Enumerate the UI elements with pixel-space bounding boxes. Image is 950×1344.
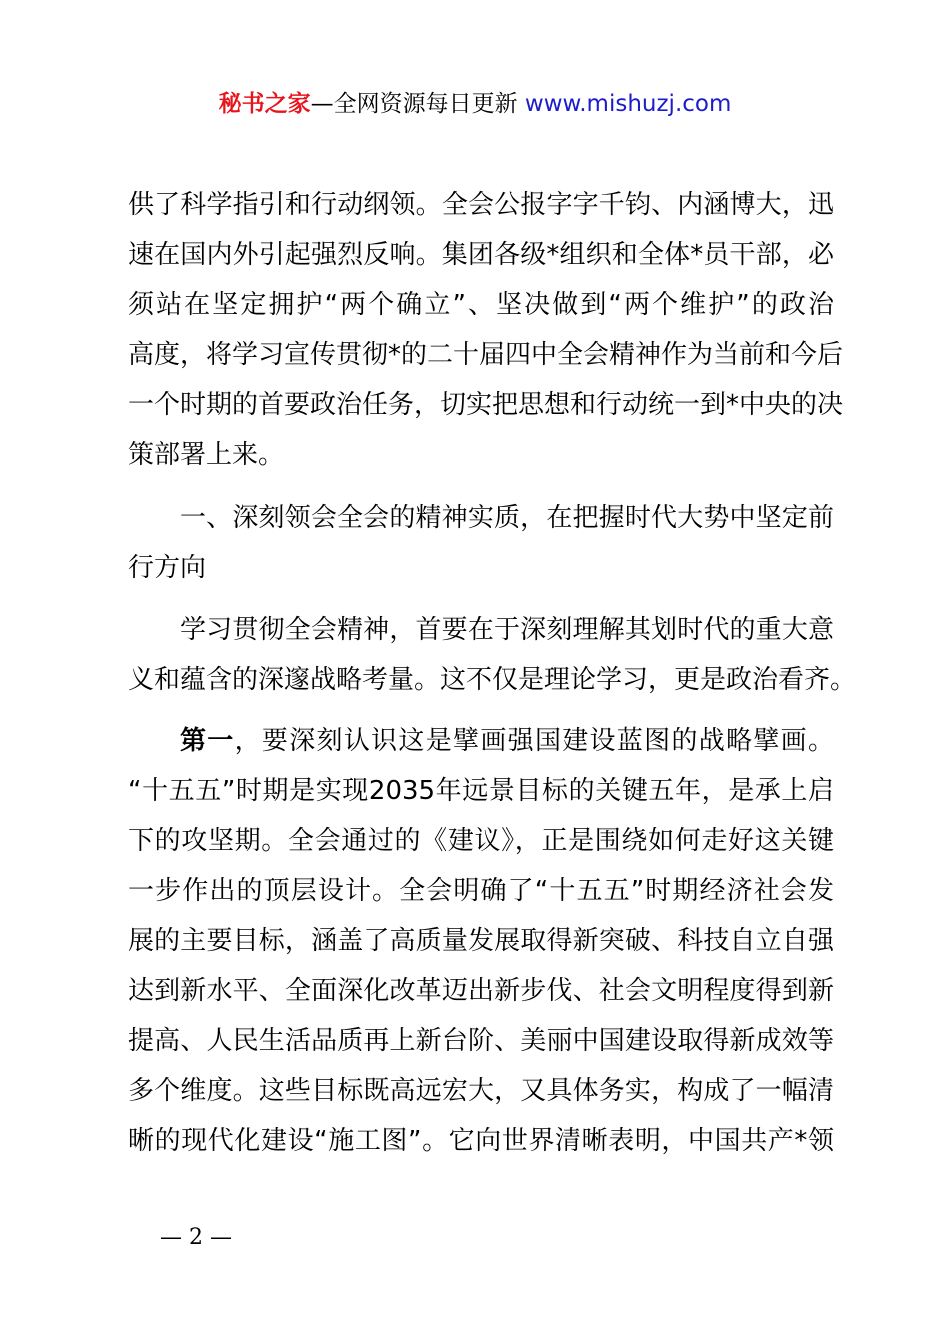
paragraph-1 — [128, 180, 844, 480]
text-line: 多个维度。这些目标既高远宏大，又具体务实，构成了一幅清 — [128, 1076, 834, 1106]
text-line: 一个时期的首要政治任务，切实把思想和行动统一到*中央的决 — [128, 390, 844, 420]
text-line: 策部署上来。 — [128, 440, 285, 470]
text-line: 供了科学指引和行动纲领。全会公报字字千钧、内涵博大，迅 — [128, 190, 834, 220]
text-line: 提高、人民生活品质再上新台阶、美丽中国建设取得新成效等 — [128, 1026, 834, 1056]
lead-bold-text: 第一 — [180, 726, 235, 756]
text-line: 义和蕴含的深邃战略考量。这不仅是理论学习，更是政治看齐。 — [128, 665, 857, 695]
text-line: 速在国内外引起强烈反响。集团各级*组织和全体*员干部，必 — [128, 240, 834, 270]
site-brand: 秘书之家 — [218, 91, 311, 117]
paragraph-3 — [128, 605, 857, 705]
text-line: “十五五”时期是实现2035年远景目标的关键五年，是承上启 — [128, 776, 834, 806]
paragraph-4 — [128, 716, 834, 1166]
text-line: 一步作出的顶层设计。全会明确了“十五五”时期经济社会发 — [128, 876, 834, 906]
text-line: 晰的现代化建设“施工图”。它向世界清晰表明，中国共产*领 — [128, 1126, 834, 1156]
heading-line: 一、深刻领会全会的精神实质，在把握时代大势中坚定前 — [180, 503, 834, 533]
lead-line-text: ，要深刻认识这是擘画强国建设蓝图的战略擘画。 — [234, 726, 834, 756]
text-line — [128, 716, 834, 766]
text-line: 展的主要目标，涵盖了高质量发展取得新突破、科技自立自强 — [128, 926, 834, 956]
text-line: 高度，将学习宣传贯彻*的二十届四中全会精神作为当前和今后 — [128, 340, 844, 370]
site-header — [0, 88, 950, 120]
heading-line: 行方向 — [128, 553, 207, 583]
section-heading-1 — [128, 493, 834, 593]
text-line: 学习贯彻全会精神，首要在于深刻理解其划时代的重大意 — [180, 615, 834, 645]
text-line: 须站在坚定拥护“两个确立”、坚决做到“两个维护”的政治 — [128, 290, 834, 320]
site-tagline: —全网资源每日更新 — [310, 91, 525, 117]
text-line: 达到新水平、全面深化改革迈出新步伐、社会文明程度得到新 — [128, 976, 834, 1006]
page-number: — 2 — — [160, 1225, 232, 1250]
text-line: 下的攻坚期。全会通过的《建议》，正是围绕如何走好这关键 — [128, 826, 834, 856]
site-url-link[interactable]: www.mishuzj.com — [524, 91, 732, 117]
